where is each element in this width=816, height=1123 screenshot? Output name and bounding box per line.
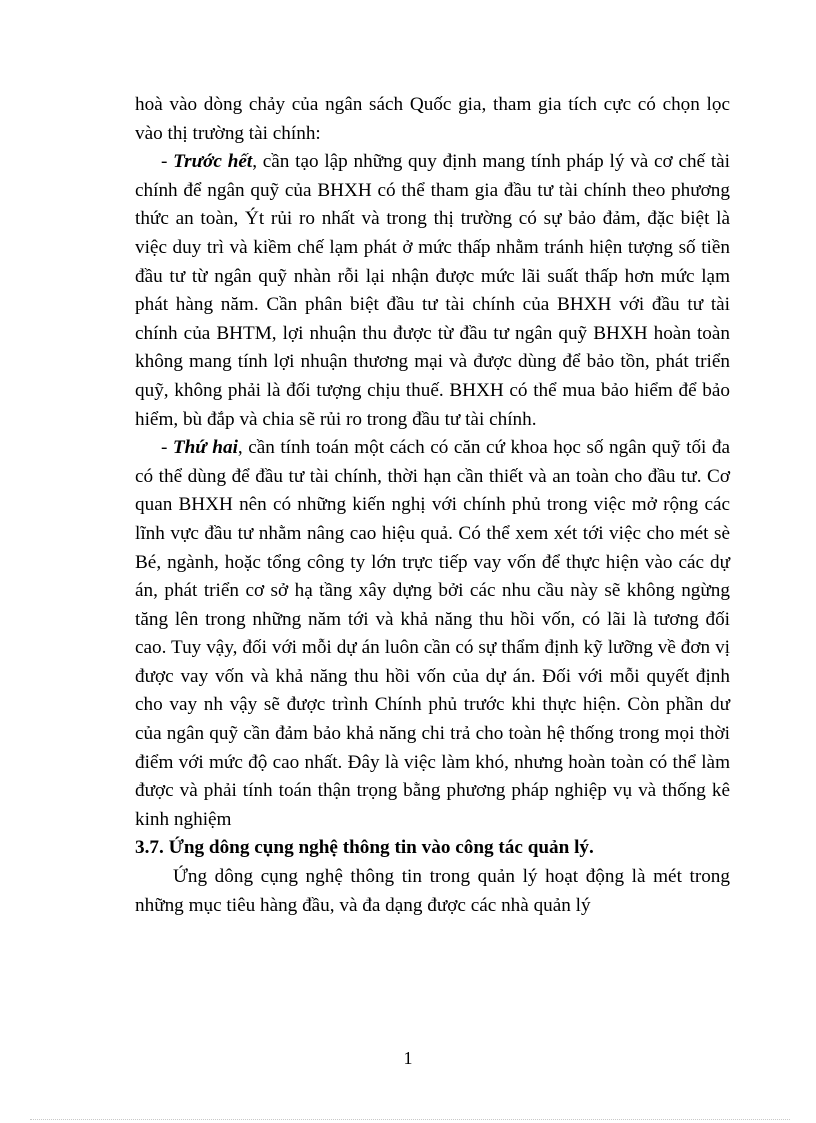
paragraph-first-text: , cần tạo lập những quy định mang tính pháp lý và cơ chế tài chính để ngân quỹ của BHXH có thể tham gia đầu tư tài chính theo phương thức an toàn, Ýt rủi ro nhất và trong thị trường có sự bảo đảm, đặc biệt là việc duy trì và kiềm chế lạm phát ở mức thấp nhằm tránh hiện tượng số tiền đầu tư từ ngân quỹ nhàn rỗi lại nhận được mức lãi suất thấp hơn mức lạm phát hàng năm. Cần phân biệt đầu tư tài chính của BHXH với đầu tư tài chính của BHTM, lợi nhuận thu được từ đầu tư ngân quỹ BHXH hoàn toàn không mang tính lợi nhuận thương mại và được dùng để bảo tồn, phát triển quỹ, không phải là đối tượng chịu thuế. BHXH có thể mua bảo hiểm để bảo hiểm, bù đắp và chia sẽ rủi ro trong đầu tư tài chính. — [135, 151, 730, 430]
footer-divider — [30, 1119, 790, 1120]
paragraph-second — [135, 434, 730, 834]
paragraph-first-lead: Trước hết — [173, 151, 253, 173]
paragraph-second-lead: Thứ hai — [172, 437, 238, 459]
paragraph-second-dash: - — [161, 437, 173, 459]
document-body — [135, 91, 730, 920]
paragraph-intro: hoà vào dòng chảy của ngân sách Quốc gia, tham gia tích cực có chọn lọc vào thị trường tài chính: — [135, 94, 730, 144]
paragraph-second-text: , cần tính toán một cách có căn cứ khoa học số ngân quỹ tối đa có thể dùng để đầu tư tài chính, thời hạn cần thiết và an toàn cho đầu tư. Cơ quan BHXH nên có những kiến nghị với chính phủ trong việc mở rộng các lĩnh vực đầu tư nhằm nâng cao hiệu quả. Có thể xem xét tới việc cho mét sè Bé, ngành, hoặc tổng công ty lớn trực tiếp vay vốn để thực hiện vào các dự án, phát triển cơ sở hạ tầng xây dựng bởi các nhu cầu này sẽ không ngừng tăng lên trong những năm tới và khả năng thu hồi vốn, có lãi là tương đối cao. Tuy vậy, đối với mỗi dự án luôn cần có sự thẩm định kỹ lưỡng về đơn vị được vay vốn và khả năng thu hồi vốn của dự án. Đối với mỗi quyết định cho vay nh vậy sẽ được trình Chính phủ trước khi thực hiện. Còn phần dư của ngân quỹ cần đảm bảo khả năng chi trả cho toàn hệ thống trong mọi thời điểm với mức độ cao nhất. Đây là việc làm khó, nhưng hoàn toàn có thể làm được và phải tính toán thận trọng bằng phương pháp nghiệp vụ và thống kê kinh nghiệm — [135, 437, 731, 830]
paragraph-section: Ứng dông cụng nghệ thông tin trong quản lý hoạt động là mét trong những mục tiêu hàng đầu, và đa dạng được các nhà quản lý — [135, 866, 730, 916]
paragraph-first-dash: - — [161, 151, 174, 173]
page-number: 1 — [403, 1048, 413, 1068]
paragraph-first — [135, 148, 730, 434]
section-heading: 3.7. Ứng dông cụng nghệ thông tin vào công tác quản lý. — [135, 837, 594, 859]
